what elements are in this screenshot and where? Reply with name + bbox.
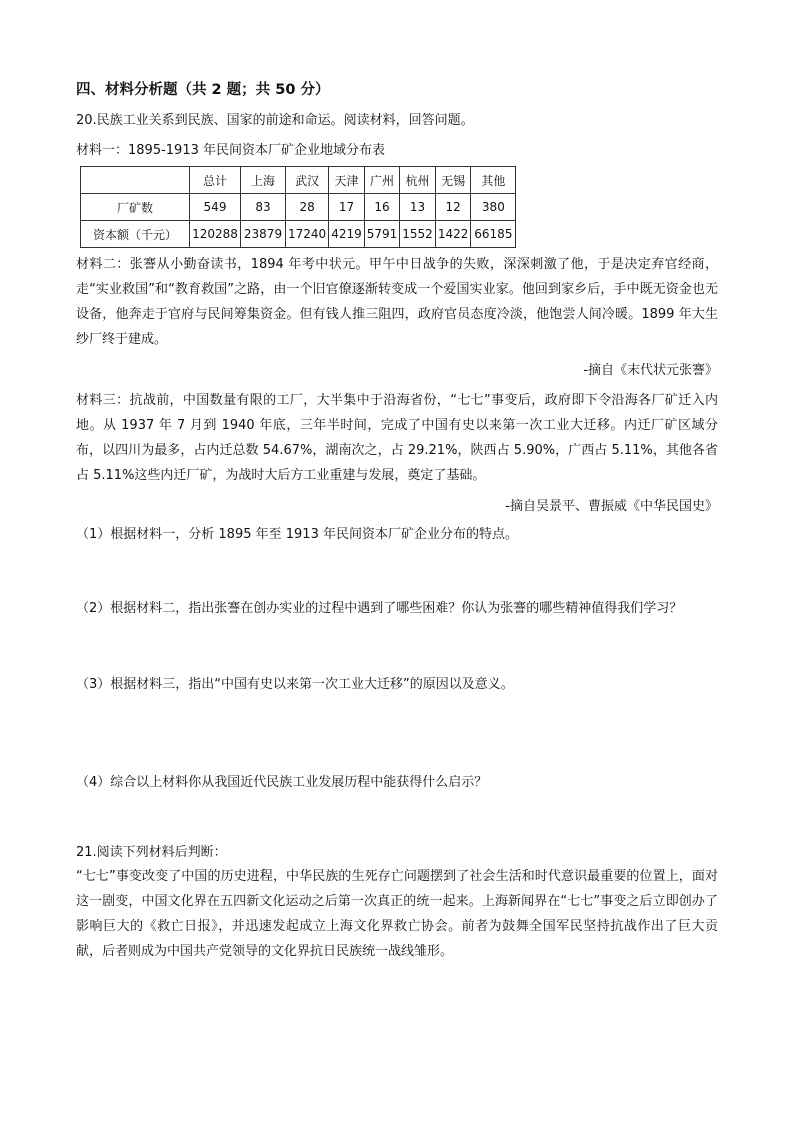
table-header-cell: 广州 (364, 167, 400, 194)
table-cell: 17 (329, 194, 365, 221)
table-header-cell: 武汉 (286, 167, 329, 194)
table-cell: 380 (471, 194, 516, 221)
table-cell: 厂矿数 (81, 194, 190, 221)
material3-text: 材料三：抗战前，中国数量有限的工厂，大半集中于沿海省份，“七七”事变后，政府即下令沿海各厂矿迁入内地。从 1937 年 7 月到 1940 年底，三年半时间，完成了中国有史以来第一次工业大迁移。内迁厂矿区域分布，以四川为最多，占内迁总数 54.67%，湖南次之，占 29.21%，陕西占 5.90%，广西占 5.11%，其他各省占 5.11%这些内迁厂矿，为战时大后方工业重建与发展，奠定了基础。 (76, 393, 718, 483)
question-4: （4）综合以上材料你从我国近代民族工业发展历程中能获得什么启示？ (76, 775, 488, 790)
q21-intro: 21.阅读下列材料后判断： (76, 845, 227, 860)
table-header-cell: 天津 (329, 167, 365, 194)
table-header-cell: 杭州 (400, 167, 436, 194)
table-cell: 4219 (329, 221, 365, 248)
section-title: 四、材料分析题（共 2 题；共 50 分） (76, 82, 330, 98)
table-cell: 549 (190, 194, 241, 221)
table-cell: 120288 (190, 221, 241, 248)
table-cell: 资本额（千元） (81, 221, 190, 248)
material2-text: 材料二：张謇从小勤奋读书，1894 年考中状元。甲午中日战争的失败，深深刺激了他，于是决定弃官经商，走“实业救国”和“教育救国”之路，由一个旧官僚逐渐转变成一个爱国实业家。他回到家乡后，手中既无资金也无设备，他奔走于官府与民间筹集资金。但有钱人推三阻四，政府官员态度冷淡，他饱尝人间冷暖。1899 年大生纱厂终于建成。 (76, 257, 718, 347)
material2-source: -摘自《末代状元张謇》 (583, 363, 718, 378)
table-cell: 83 (241, 194, 286, 221)
table-header-cell: 上海 (241, 167, 286, 194)
table-cell: 23879 (241, 221, 286, 248)
material3-source: -摘自吴景平、曹振威《中华民国史》 (505, 499, 718, 514)
table-row (81, 194, 516, 221)
table-cell: 1552 (400, 221, 436, 248)
question-3: （3）根据材料三，指出“中国有史以来第一次工业大迁移”的原因以及意义。 (76, 677, 514, 692)
table-header-cell: 无锡 (435, 167, 471, 194)
table-cell: 1422 (435, 221, 471, 248)
enterprise-distribution-table (80, 166, 516, 248)
document-page (76, 76, 718, 964)
table-header-row (81, 167, 516, 194)
table-cell: 66185 (471, 221, 516, 248)
table-header-cell (81, 167, 190, 194)
table-cell: 12 (435, 194, 471, 221)
table-cell: 17240 (286, 221, 329, 248)
table-header-cell: 其他 (471, 167, 516, 194)
table-row (81, 221, 516, 248)
q20-intro: 20.民族工业关系到民族、国家的前途和命运。阅读材料，回答问题。 (76, 113, 474, 128)
question-1: （1）根据材料一，分析 1895 年至 1913 年民间资本厂矿企业分布的特点。 (76, 527, 518, 542)
material1-title: 材料一：1895-1913 年民间资本厂矿企业地域分布表 (76, 143, 385, 158)
table-cell: 5791 (364, 221, 400, 248)
table-header-cell: 总计 (190, 167, 241, 194)
table-cell: 28 (286, 194, 329, 221)
table-cell: 13 (400, 194, 436, 221)
table-cell: 16 (364, 194, 400, 221)
question-2: （2）根据材料二，指出张謇在创办实业的过程中遇到了哪些困难？你认为张謇的哪些精神值得我们学习？ (76, 601, 683, 616)
q21-text: “七七”事变改变了中国的历史进程，中华民族的生死存亡问题摆到了社会生活和时代意识最重要的位置上，面对这一剧变，中国文化界在五四新文化运动之后第一次真正的统一起来。上海新闻界在“七七”事变之后立即创办了影响巨大的《救亡日报》，并迅速发起成立上海文化界救亡协会。前者为鼓舞全国军民坚持抗战作出了巨大贡献，后者则成为中国共产党领导的文化界抗日民族统一战线雏形。 (76, 869, 718, 959)
